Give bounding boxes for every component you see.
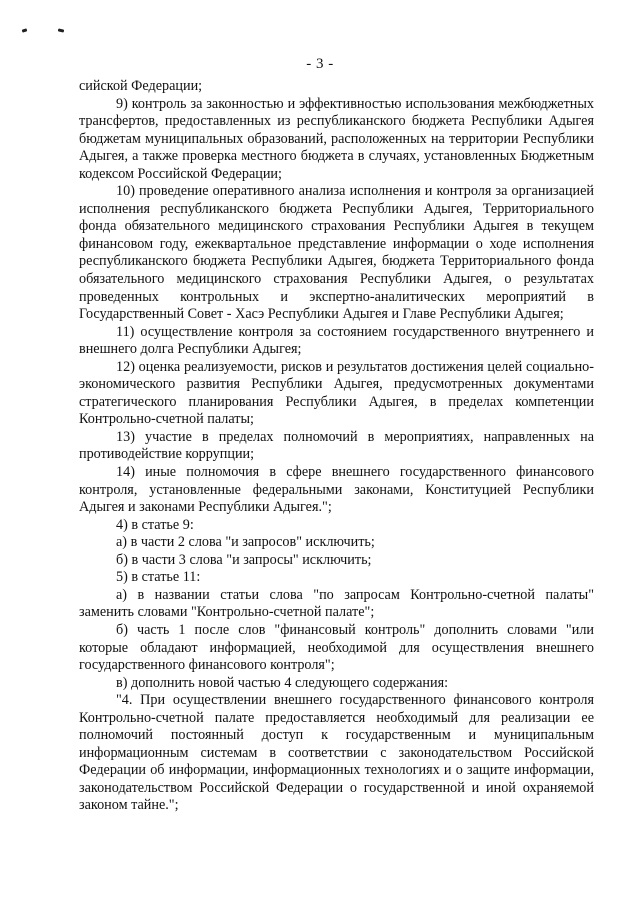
paragraph-continuation: сийской Федерации;: [79, 78, 203, 94]
paragraph-article-11-b: б) часть 1 после слов "финансовый контроль" дополнить словами "или которые обладают информацией, необходимой для осуществления внешнего государственного финансового контроля";: [79, 621, 594, 674]
scan-artifact: [22, 28, 28, 32]
paragraph-item-14: 14) иные полномочия в сфере внешнего государственного финансового контроля, установленные федеральными законами, Конституцией Республики Адыгея и законами Республики Адыгея.";: [79, 464, 594, 516]
paragraph-new-part-4: "4. При осуществлении внешнего государственного финансового контроля Контрольно-счетной палате предоставляется необходимый для реализации ее полномочий постоянный доступ к государственным и муниципальным информационным системам в соответствии с законодательством Российской Федерации об информации, информационных технологиях и о защите информации, законодательством Российской Федерации о государственной и иной охраняемой законом тайне.";: [79, 692, 594, 814]
paragraph-article-11: 5) в статье 11:: [116, 569, 201, 586]
paragraph-article-11-c: в) дополнить новой частью 4 следующего содержания:: [116, 674, 449, 691]
paragraph-item-9: 9) контроль за законностью и эффективностью использования межбюджетных трансфертов, предоставленных из республиканского бюджета Республики Адыгея бюджетам муниципальных образований, расположенных на территории Республики Адыгея, а также проверка местного бюджета в случаях, установленных Бюджетным кодексом Российской Федерации;: [79, 95, 594, 182]
paragraph-article-9: 4) в статье 9:: [116, 516, 194, 533]
paragraph-item-11: 11) осуществление контроля за состоянием государственного внутреннего и внешнего долга Республики Адыгея;: [79, 323, 594, 358]
paragraph-article-9-b: б) в части 3 слова "и запросы" исключить;: [116, 551, 372, 568]
paragraph-article-11-a: а) в названии статьи слова "по запросам Контрольно-счетной палаты" заменить словами "Контрольно-счетной палате";: [79, 586, 594, 621]
scan-artifact: [58, 28, 64, 32]
paragraph-item-10: 10) проведение оперативного анализа исполнения и контроля за организацией исполнения республиканского бюджета Республики Адыгея, Территориального фонда обязательного медицинского страхования Республики Адыгея в текущем финансовом году, ежеквартальное представление информации о ходе исполнения республиканского бюджета Республики Адыгея, бюджета Территориального фонда обязательного медицинского страхования Республики Адыгея, о результатах проведенных контрольных и экспертно-аналитических мероприятий в Государственный Совет - Хасэ Республики Адыгея и Главе Республики Адыгея;: [79, 183, 594, 323]
page-number: - 3 -: [306, 56, 334, 72]
document-body: [79, 78, 594, 815]
paragraph-article-9-a: а) в части 2 слова "и запросов" исключить;: [116, 534, 375, 551]
paragraph-item-12: 12) оценка реализуемости, рисков и результатов достижения целей социально-экономического развития Республики Адыгея, предусмотренных документами стратегического планирования Республики Адыгея, в пределах компетенции Контрольно-счетной палаты;: [79, 358, 594, 428]
paragraph-item-13: 13) участие в пределах полномочий в мероприятиях, направленных на противодействие коррупции;: [79, 428, 594, 463]
